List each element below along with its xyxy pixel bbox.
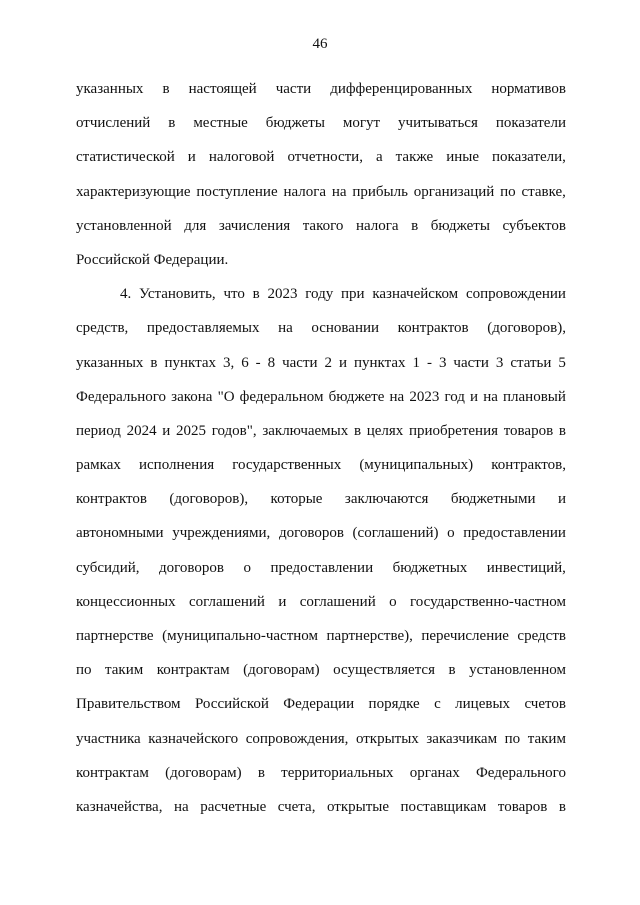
- text-word: для: [184, 217, 207, 234]
- text-word: и: [470, 388, 479, 405]
- text-word: местные: [193, 115, 248, 132]
- text-word: (договоров),: [487, 320, 566, 337]
- text-word: при: [340, 286, 365, 303]
- text-word: отчетности,: [287, 149, 363, 166]
- text-word: на: [389, 388, 405, 405]
- text-word: нормативов: [491, 81, 566, 97]
- text-word: открытых: [355, 730, 419, 747]
- text-word: Правительством: [76, 696, 181, 713]
- text-word: в: [257, 764, 265, 781]
- text-word: плановый: [503, 388, 566, 405]
- text-word: которые: [270, 491, 323, 508]
- text-word: указанных: [76, 81, 144, 97]
- text-line: [76, 722, 566, 756]
- text-word: субъектов: [502, 217, 566, 234]
- text-word: 2025: [176, 422, 207, 439]
- text-word: настоящей: [188, 81, 257, 97]
- text-word: (договорам): [243, 662, 320, 679]
- text-word: о: [389, 593, 397, 610]
- text-word: в: [162, 81, 170, 97]
- text-word: инвестиций,: [486, 559, 566, 576]
- text-word: налога: [283, 183, 327, 200]
- text-word: прибыль: [352, 183, 408, 200]
- text-word: Российской: [194, 696, 269, 713]
- text-word: в: [168, 115, 176, 132]
- text-word: порядке: [368, 696, 420, 713]
- text-word: статистической: [76, 149, 175, 166]
- text-line: [76, 653, 566, 687]
- text-word: соглашений: [188, 593, 265, 610]
- text-word: и: [162, 422, 171, 439]
- text-word: основании: [311, 320, 380, 337]
- text-line: [76, 482, 566, 516]
- text-word: субсидий,: [76, 559, 140, 576]
- text-word: на: [483, 388, 498, 405]
- text-word: в: [150, 354, 158, 371]
- text-word: средств: [517, 628, 566, 644]
- text-word: налога: [355, 217, 399, 234]
- text-word: в: [558, 422, 566, 439]
- text-word: 8: [267, 354, 276, 371]
- text-word: договоров: [159, 559, 224, 576]
- text-line: Российской Федерации.: [76, 251, 229, 268]
- text-word: бюджеты: [430, 217, 490, 234]
- text-word: период: [76, 422, 121, 439]
- text-line: [76, 106, 566, 140]
- text-word: 2: [324, 354, 333, 371]
- text-word: сопровождении: [465, 286, 566, 303]
- text-word: установленном: [469, 662, 566, 679]
- text-word: году: [305, 286, 334, 303]
- text-word: учитываться: [398, 115, 478, 132]
- text-word: по: [76, 662, 92, 679]
- text-line: [76, 687, 566, 721]
- text-word: показатели,: [492, 149, 566, 166]
- text-word: дифференцированных: [330, 81, 473, 97]
- text-word: бюджетными: [450, 491, 536, 508]
- text-word: и: [557, 491, 566, 508]
- text-word: перечисление: [421, 628, 509, 644]
- text-word: Установить,: [139, 286, 216, 303]
- text-word: заказчикам: [426, 730, 498, 747]
- text-word: контрактам: [76, 764, 149, 781]
- text-line: [76, 209, 566, 243]
- text-word: поступление: [196, 183, 278, 200]
- text-word: отчислений: [76, 115, 151, 132]
- text-word: казначейства,: [76, 798, 163, 815]
- text-word: автономными: [76, 525, 164, 542]
- text-word: казначейском: [372, 286, 459, 303]
- document-body: [76, 72, 566, 824]
- text-word: контрактов: [76, 491, 147, 508]
- text-line: [76, 346, 566, 380]
- text-word: -: [426, 354, 432, 371]
- text-word: 3: [438, 354, 447, 371]
- text-word: указанных: [76, 354, 144, 371]
- text-word: на: [278, 320, 293, 337]
- text-word: расчетные: [200, 798, 267, 815]
- text-word: заключаемых: [262, 422, 349, 439]
- text-word: а: [375, 149, 383, 166]
- text-word: целях: [366, 422, 404, 439]
- text-word: государственно-частном: [409, 593, 566, 610]
- text-word: исполнения: [138, 457, 215, 474]
- text-word: статьи: [510, 354, 552, 371]
- text-word: контрактов: [397, 320, 469, 337]
- text-word: приобретения: [408, 422, 498, 439]
- text-word: (муниципальных): [359, 457, 474, 474]
- text-word: в: [353, 422, 362, 439]
- text-word: бюджете: [328, 388, 385, 405]
- text-word: (муниципально-частном: [162, 628, 319, 644]
- text-word: сопровождения,: [245, 730, 349, 747]
- text-word: партнерстве),: [326, 628, 413, 644]
- text-word: 3: [495, 354, 504, 371]
- text-word: налоговой: [208, 149, 275, 166]
- text-word: закона: [171, 388, 213, 405]
- text-word: о: [243, 559, 251, 576]
- text-word: "О: [217, 388, 235, 405]
- text-word: и: [278, 593, 287, 610]
- text-word: в: [252, 286, 260, 303]
- text-word: установленной: [76, 217, 172, 234]
- text-word: 2023: [409, 388, 440, 405]
- text-word: лицевых: [455, 696, 511, 713]
- text-word: соглашений: [299, 593, 376, 610]
- text-line: [76, 790, 566, 824]
- text-line: [76, 311, 566, 345]
- text-word: иные: [446, 149, 479, 166]
- text-word: таким: [105, 662, 144, 679]
- text-word: Федерального: [475, 764, 566, 781]
- text-word: части: [453, 354, 489, 371]
- text-line: [76, 551, 566, 585]
- text-word: по: [504, 730, 521, 747]
- text-line: [76, 516, 566, 550]
- text-word: 2023: [267, 286, 298, 303]
- text-word: организаций: [413, 183, 495, 200]
- text-word: (договорам): [165, 764, 242, 781]
- text-word: поставщикам: [400, 798, 487, 815]
- text-word: что: [223, 286, 245, 303]
- text-word: в: [448, 662, 456, 679]
- text-word: заключаются: [344, 491, 429, 508]
- text-word: 4.: [120, 286, 132, 303]
- text-word: Федерального: [76, 388, 167, 405]
- text-word: государственных: [232, 457, 342, 474]
- text-word: 5: [558, 354, 566, 371]
- text-word: -: [255, 354, 261, 371]
- text-line: [76, 380, 566, 414]
- text-word: счетов: [524, 696, 566, 713]
- text-word: зачисления: [218, 217, 291, 234]
- text-word: характеризующие: [76, 183, 191, 200]
- text-word: в: [411, 217, 419, 234]
- text-word: федеральном: [239, 388, 324, 405]
- text-word: территориальных: [281, 764, 394, 781]
- page-number: 46: [312, 36, 328, 52]
- text-word: по: [500, 183, 516, 200]
- text-word: (договоров),: [169, 491, 249, 508]
- text-line: [76, 414, 566, 448]
- text-word: Федерации: [283, 696, 355, 713]
- text-word: концессионных: [76, 593, 176, 610]
- text-word: (соглашений): [352, 525, 439, 542]
- text-word: год: [444, 388, 465, 405]
- text-line: [76, 756, 566, 790]
- text-word: 3,: [222, 354, 235, 371]
- text-word: рамках: [76, 457, 121, 474]
- text-word: 2024: [126, 422, 157, 439]
- text-word: партнерстве: [76, 628, 154, 644]
- text-line: [76, 175, 566, 209]
- text-word: части: [275, 81, 312, 97]
- text-word: таким: [527, 730, 566, 747]
- text-word: и: [187, 149, 196, 166]
- text-word: договоров: [278, 525, 344, 542]
- text-word: в: [558, 798, 566, 815]
- text-line: [76, 277, 566, 311]
- text-word: показатели: [495, 115, 566, 132]
- text-word: ставке,: [521, 183, 566, 200]
- text-word: контрактов,: [491, 457, 566, 474]
- text-word: предоставлении: [270, 559, 374, 576]
- text-word: 6: [241, 354, 249, 371]
- text-word: органах: [409, 764, 460, 781]
- text-word: казначейского: [148, 730, 239, 747]
- text-word: могут: [342, 115, 381, 132]
- text-word: бюджеты: [265, 115, 325, 132]
- text-word: товаров: [503, 422, 554, 439]
- text-word: такого: [302, 217, 344, 234]
- text-word: о: [447, 525, 455, 542]
- text-word: и: [339, 354, 348, 371]
- text-line: [76, 448, 566, 482]
- text-word: бюджетных: [392, 559, 468, 576]
- text-word: открытые: [326, 798, 389, 815]
- text-word: пунктах: [354, 354, 406, 371]
- text-word: участника: [76, 730, 141, 747]
- text-word: счета,: [277, 798, 316, 815]
- text-word: части: [282, 354, 318, 371]
- text-word: контрактам: [156, 662, 230, 679]
- text-line: [76, 619, 566, 653]
- text-word: также: [395, 149, 434, 166]
- text-word: осуществляется: [333, 662, 435, 679]
- text-word: на: [331, 183, 347, 200]
- text-word: на: [173, 798, 189, 815]
- text-word: 1: [412, 354, 421, 371]
- text-word: предоставлении: [463, 525, 566, 542]
- text-word: товаров: [497, 798, 548, 815]
- text-word: с: [434, 696, 441, 713]
- text-word: учреждениями,: [172, 525, 271, 542]
- text-word: предоставляемых: [146, 320, 260, 337]
- text-line: [76, 72, 566, 106]
- text-line: [76, 140, 566, 174]
- text-word: годов",: [211, 422, 257, 439]
- text-word: средств,: [76, 320, 129, 337]
- text-word: пунктах: [164, 354, 217, 371]
- text-line: [76, 585, 566, 619]
